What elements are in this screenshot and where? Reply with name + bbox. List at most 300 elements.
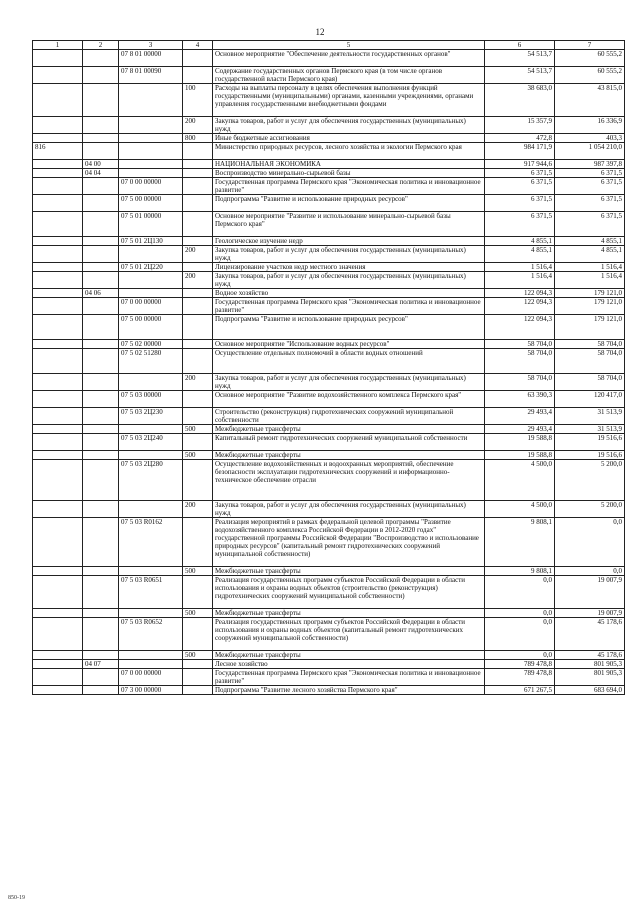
row-code-cell: 07 5 00 00000 xyxy=(119,315,183,340)
row-name-cell: Строительство (реконструкция) гидротехнических сооружений муниципальной собственности xyxy=(213,408,485,425)
row-amount-cell: 1 516,4 xyxy=(555,263,625,272)
table-row xyxy=(33,408,625,425)
row-amount-cell: 31 513,9 xyxy=(555,425,625,434)
row-code-cell xyxy=(119,143,183,160)
row-code-cell xyxy=(183,315,213,340)
row-code-cell: 200 xyxy=(183,374,213,391)
row-code-cell xyxy=(83,237,119,246)
table-row xyxy=(33,425,625,434)
row-code-cell xyxy=(183,460,213,501)
row-amount-cell: 0,0 xyxy=(555,518,625,567)
row-code-cell xyxy=(83,195,119,212)
row-code-cell xyxy=(183,212,213,237)
row-code-cell xyxy=(183,518,213,567)
row-amount-cell: 472,8 xyxy=(485,134,555,143)
row-code-cell xyxy=(33,340,83,349)
row-name-cell: Основное мероприятие "Использование водных ресурсов" xyxy=(213,340,485,349)
row-amount-cell: 58 704,0 xyxy=(485,374,555,391)
row-name-cell: Реализация мероприятий в рамках федеральной целевой программы "Развитие водохозяйственного комплекса Российской Федерации в 2012-2020 годах" государственной программы Российской Федерации "Воспроизводство и использование природных ресурсов" (капитальный ремонт гидротехнических сооружений муниципальной собственности) xyxy=(213,518,485,567)
row-code-cell xyxy=(119,117,183,134)
row-code-cell: 07 5 01 2Ц220 xyxy=(119,263,183,272)
row-name-cell: Закупка товаров, работ и услуг для обеспечения государственных (муниципальных) нужд xyxy=(213,272,485,289)
row-code-cell xyxy=(183,408,213,425)
row-code-cell xyxy=(33,289,83,298)
row-code-cell xyxy=(83,408,119,425)
table-row xyxy=(33,263,625,272)
row-code-cell: 04 07 xyxy=(83,660,119,669)
row-code-cell xyxy=(83,298,119,315)
row-code-cell: 816 xyxy=(33,143,83,160)
table-row xyxy=(33,518,625,567)
row-name-cell: Закупка товаров, работ и услуг для обеспечения государственных (муниципальных) нужд xyxy=(213,246,485,263)
row-amount-cell: 15 357,9 xyxy=(485,117,555,134)
row-name-cell: Иные бюджетные ассигнования xyxy=(213,134,485,143)
row-code-cell: 07 3 00 00000 xyxy=(119,686,183,695)
row-amount-cell: 1 054 210,0 xyxy=(555,143,625,160)
row-code-cell xyxy=(83,178,119,195)
table-row xyxy=(33,246,625,263)
row-amount-cell: 801 905,3 xyxy=(555,669,625,686)
column-header: 1 xyxy=(33,41,83,50)
row-amount-cell: 4 500,0 xyxy=(485,460,555,501)
row-code-cell xyxy=(83,567,119,576)
row-code-cell: 04 04 xyxy=(83,169,119,178)
table-row xyxy=(33,609,625,618)
row-amount-cell: 19 588,8 xyxy=(485,434,555,451)
row-amount-cell: 58 704,0 xyxy=(485,349,555,374)
row-code-cell xyxy=(83,117,119,134)
row-code-cell xyxy=(183,298,213,315)
row-name-cell: НАЦИОНАЛЬНАЯ ЭКОНОМИКА xyxy=(213,160,485,169)
row-amount-cell: 179 121,0 xyxy=(555,315,625,340)
row-amount-cell: 60 555,2 xyxy=(555,67,625,84)
table-row xyxy=(33,374,625,391)
row-code-cell xyxy=(183,195,213,212)
table-row xyxy=(33,67,625,84)
row-name-cell: Расходы на выплаты персоналу в целях обеспечения выполнения функций государственными (муниципальными) органами, казенными учреждениями, органами управления государственными внебюджетными фондами xyxy=(213,84,485,117)
row-code-cell xyxy=(183,349,213,374)
row-amount-cell: 38 683,0 xyxy=(485,84,555,117)
row-code-cell xyxy=(83,451,119,460)
row-amount-cell: 58 704,0 xyxy=(555,340,625,349)
row-code-cell xyxy=(83,609,119,618)
table-row xyxy=(33,84,625,117)
row-code-cell: 07 5 03 2Ц240 xyxy=(119,434,183,451)
row-code-cell xyxy=(119,134,183,143)
row-amount-cell: 122 094,3 xyxy=(485,289,555,298)
row-code-cell xyxy=(33,618,83,651)
row-code-cell xyxy=(119,609,183,618)
row-amount-cell: 6 371,5 xyxy=(485,178,555,195)
row-name-cell: Основное мероприятие "Развитие водохозяйственного комплекса Пермского края" xyxy=(213,391,485,408)
table-row xyxy=(33,460,625,501)
table-row xyxy=(33,289,625,298)
table-row xyxy=(33,451,625,460)
row-code-cell xyxy=(33,434,83,451)
row-code-cell xyxy=(33,178,83,195)
table-row xyxy=(33,117,625,134)
row-amount-cell: 1 516,4 xyxy=(485,263,555,272)
table-row xyxy=(33,315,625,340)
row-code-cell: 07 8 01 00000 xyxy=(119,50,183,67)
table-row xyxy=(33,340,625,349)
row-code-cell xyxy=(33,660,83,669)
row-amount-cell: 29 493,4 xyxy=(485,425,555,434)
row-code-cell xyxy=(33,117,83,134)
row-code-cell xyxy=(83,391,119,408)
row-name-cell: Межбюджетные трансферты xyxy=(213,425,485,434)
row-code-cell xyxy=(33,272,83,289)
row-code-cell: 07 5 03 00000 xyxy=(119,391,183,408)
row-code-cell xyxy=(83,686,119,695)
row-code-cell xyxy=(119,289,183,298)
row-code-cell: 07 5 02 00000 xyxy=(119,340,183,349)
row-code-cell xyxy=(83,340,119,349)
row-amount-cell: 63 390,3 xyxy=(485,391,555,408)
row-code-cell xyxy=(183,391,213,408)
table-row xyxy=(33,434,625,451)
row-amount-cell: 19 007,9 xyxy=(555,576,625,609)
table-row xyxy=(33,669,625,686)
row-code-cell xyxy=(33,651,83,660)
column-header: 4 xyxy=(183,41,213,50)
row-code-cell xyxy=(183,660,213,669)
row-code-cell: 04 00 xyxy=(83,160,119,169)
row-code-cell xyxy=(119,651,183,660)
row-name-cell: Основное мероприятие "Обеспечение деятельности государственных органов" xyxy=(213,50,485,67)
row-amount-cell: 0,0 xyxy=(485,618,555,651)
row-amount-cell: 54 513,7 xyxy=(485,67,555,84)
table-row xyxy=(33,134,625,143)
row-code-cell xyxy=(33,686,83,695)
row-amount-cell: 5 200,0 xyxy=(555,501,625,518)
row-code-cell xyxy=(83,576,119,609)
row-code-cell xyxy=(183,143,213,160)
row-name-cell: Осуществление отдельных полномочий в области водных отношений xyxy=(213,349,485,374)
row-code-cell xyxy=(33,195,83,212)
row-code-cell xyxy=(83,143,119,160)
row-name-cell: Капитальный ремонт гидротехнических сооружений муниципальной собственности xyxy=(213,434,485,451)
row-amount-cell: 19 007,9 xyxy=(555,609,625,618)
row-code-cell xyxy=(183,237,213,246)
table-row xyxy=(33,298,625,315)
page-number: 12 xyxy=(315,27,325,37)
row-amount-cell: 1 516,4 xyxy=(555,272,625,289)
row-code-cell xyxy=(119,272,183,289)
row-code-cell: 200 xyxy=(183,501,213,518)
row-code-cell xyxy=(33,501,83,518)
row-code-cell xyxy=(183,434,213,451)
row-code-cell: 500 xyxy=(183,651,213,660)
table-row xyxy=(33,169,625,178)
row-amount-cell: 122 094,3 xyxy=(485,298,555,315)
row-code-cell xyxy=(119,160,183,169)
row-code-cell xyxy=(183,340,213,349)
row-amount-cell: 984 171,9 xyxy=(485,143,555,160)
row-code-cell: 500 xyxy=(183,567,213,576)
row-amount-cell: 179 121,0 xyxy=(555,298,625,315)
row-amount-cell: 4 855,1 xyxy=(485,246,555,263)
row-code-cell xyxy=(183,686,213,695)
table-row xyxy=(33,178,625,195)
table-row xyxy=(33,237,625,246)
table-row xyxy=(33,195,625,212)
row-name-cell: Государственная программа Пермского края "Экономическая политика и инновационное развитие" xyxy=(213,669,485,686)
row-code-cell xyxy=(83,518,119,567)
row-amount-cell: 6 371,5 xyxy=(555,195,625,212)
row-code-cell: 100 xyxy=(183,84,213,117)
table-row xyxy=(33,576,625,609)
row-code-cell xyxy=(33,315,83,340)
row-code-cell xyxy=(83,425,119,434)
row-amount-cell: 60 555,2 xyxy=(555,50,625,67)
row-amount-cell: 671 267,5 xyxy=(485,686,555,695)
row-name-cell: Закупка товаров, работ и услуг для обеспечения государственных (муниципальных) нужд xyxy=(213,374,485,391)
row-code-cell xyxy=(83,212,119,237)
row-code-cell xyxy=(83,349,119,374)
table-row xyxy=(33,567,625,576)
row-amount-cell: 5 200,0 xyxy=(555,460,625,501)
row-code-cell: 500 xyxy=(183,451,213,460)
row-amount-cell: 9 808,1 xyxy=(485,518,555,567)
row-amount-cell: 19 588,8 xyxy=(485,451,555,460)
row-code-cell xyxy=(33,169,83,178)
row-amount-cell: 4 855,1 xyxy=(555,237,625,246)
row-code-cell xyxy=(83,374,119,391)
row-amount-cell: 1 516,4 xyxy=(485,272,555,289)
table-row xyxy=(33,618,625,651)
row-amount-cell: 58 704,0 xyxy=(555,349,625,374)
row-amount-cell: 6 371,5 xyxy=(555,178,625,195)
row-amount-cell: 987 397,8 xyxy=(555,160,625,169)
row-code-cell: 07 8 01 00090 xyxy=(119,67,183,84)
row-code-cell xyxy=(83,272,119,289)
row-amount-cell: 31 513,9 xyxy=(555,408,625,425)
row-code-cell xyxy=(83,315,119,340)
column-header: 5 xyxy=(213,41,485,50)
row-code-cell: 200 xyxy=(183,272,213,289)
row-code-cell xyxy=(33,50,83,67)
row-name-cell: Межбюджетные трансферты xyxy=(213,567,485,576)
row-code-cell xyxy=(83,50,119,67)
row-amount-cell: 0,0 xyxy=(485,651,555,660)
row-code-cell: 07 5 01 2Ц130 xyxy=(119,237,183,246)
row-name-cell: Межбюджетные трансферты xyxy=(213,609,485,618)
row-code-cell xyxy=(183,289,213,298)
row-amount-cell: 19 516,6 xyxy=(555,451,625,460)
row-code-cell: 07 5 03 2Ц230 xyxy=(119,408,183,425)
row-code-cell xyxy=(183,169,213,178)
row-amount-cell: 6 371,5 xyxy=(555,169,625,178)
row-code-cell xyxy=(183,263,213,272)
row-code-cell xyxy=(83,501,119,518)
budget-table-container xyxy=(32,40,624,695)
row-code-cell xyxy=(83,84,119,117)
row-amount-cell: 120 417,0 xyxy=(555,391,625,408)
row-name-cell: Подпрограмма "Развитие лесного хозяйства Пермского края" xyxy=(213,686,485,695)
row-code-cell xyxy=(183,160,213,169)
table-row xyxy=(33,160,625,169)
row-code-cell xyxy=(83,263,119,272)
row-code-cell xyxy=(119,567,183,576)
row-amount-cell: 0,0 xyxy=(555,567,625,576)
row-code-cell: 200 xyxy=(183,246,213,263)
row-code-cell xyxy=(183,67,213,84)
column-header: 2 xyxy=(83,41,119,50)
row-code-cell xyxy=(33,84,83,117)
row-code-cell: 07 5 00 00000 xyxy=(119,195,183,212)
row-name-cell: Лицензирование участков недр местного значения xyxy=(213,263,485,272)
row-amount-cell: 789 478,8 xyxy=(485,660,555,669)
row-amount-cell: 19 516,6 xyxy=(555,434,625,451)
row-name-cell: Межбюджетные трансферты xyxy=(213,451,485,460)
row-amount-cell: 43 815,0 xyxy=(555,84,625,117)
row-code-cell xyxy=(83,618,119,651)
row-code-cell xyxy=(119,84,183,117)
table-header-row xyxy=(33,41,625,50)
row-code-cell: 800 xyxy=(183,134,213,143)
row-code-cell xyxy=(119,169,183,178)
row-amount-cell: 179 121,0 xyxy=(555,289,625,298)
row-code-cell: 07 5 01 00000 xyxy=(119,212,183,237)
row-code-cell xyxy=(33,669,83,686)
row-name-cell: Осуществление водохозяйственных и водоохранных мероприятий, обеспечение безопасности эксплуатации гидротехнических сооружений и информационно-техническое обеспечение отрасли xyxy=(213,460,485,501)
table-row xyxy=(33,391,625,408)
row-name-cell: Закупка товаров, работ и услуг для обеспечения государственных (муниципальных) нужд xyxy=(213,117,485,134)
row-amount-cell: 0,0 xyxy=(485,576,555,609)
row-amount-cell: 9 808,1 xyxy=(485,567,555,576)
footer-code: 850-19 xyxy=(8,895,25,901)
table-row xyxy=(33,50,625,67)
row-amount-cell: 122 094,3 xyxy=(485,315,555,340)
row-amount-cell: 54 513,7 xyxy=(485,50,555,67)
table-row xyxy=(33,686,625,695)
row-code-cell: 07 5 03 R0651 xyxy=(119,576,183,609)
table-row xyxy=(33,651,625,660)
table-row xyxy=(33,272,625,289)
row-name-cell: Реализация государственных программ субъектов Российской Федерации в области использования и охраны водных объектов (капитальный ремонт гидротехнических сооружений муниципальной собственности) xyxy=(213,618,485,651)
row-name-cell: Государственная программа Пермского края "Экономическая политика и инновационное развитие" xyxy=(213,298,485,315)
row-amount-cell: 6 371,5 xyxy=(485,212,555,237)
row-code-cell: 04 06 xyxy=(83,289,119,298)
row-code-cell xyxy=(183,618,213,651)
row-name-cell: Водное хозяйство xyxy=(213,289,485,298)
table-row xyxy=(33,212,625,237)
row-code-cell xyxy=(33,567,83,576)
row-code-cell xyxy=(183,576,213,609)
row-amount-cell: 29 493,4 xyxy=(485,408,555,425)
row-amount-cell: 16 336,9 xyxy=(555,117,625,134)
row-code-cell xyxy=(33,349,83,374)
row-amount-cell: 0,0 xyxy=(485,609,555,618)
row-code-cell: 07 0 00 00000 xyxy=(119,178,183,195)
row-code-cell xyxy=(119,425,183,434)
row-code-cell xyxy=(33,408,83,425)
row-code-cell xyxy=(83,651,119,660)
row-amount-cell: 6 371,5 xyxy=(555,212,625,237)
column-header: 7 xyxy=(555,41,625,50)
row-amount-cell: 6 371,5 xyxy=(485,169,555,178)
row-code-cell xyxy=(33,298,83,315)
row-name-cell: Подпрограмма "Развитие и использование природных ресурсов" xyxy=(213,315,485,340)
row-amount-cell: 58 704,0 xyxy=(555,374,625,391)
row-amount-cell: 917 944,6 xyxy=(485,160,555,169)
row-amount-cell: 403,3 xyxy=(555,134,625,143)
row-name-cell: Воспроизводство минерально-сырьевой базы xyxy=(213,169,485,178)
row-code-cell xyxy=(183,50,213,67)
row-amount-cell: 45 178,6 xyxy=(555,651,625,660)
column-header: 6 xyxy=(485,41,555,50)
row-code-cell xyxy=(33,263,83,272)
table-row xyxy=(33,501,625,518)
row-code-cell xyxy=(33,460,83,501)
row-code-cell xyxy=(33,518,83,567)
row-code-cell xyxy=(33,134,83,143)
row-code-cell xyxy=(33,374,83,391)
row-code-cell xyxy=(119,660,183,669)
row-code-cell xyxy=(83,134,119,143)
row-code-cell xyxy=(33,237,83,246)
table-row xyxy=(33,349,625,374)
row-code-cell xyxy=(33,67,83,84)
row-name-cell: Геологическое изучение недр xyxy=(213,237,485,246)
row-amount-cell: 58 704,0 xyxy=(485,340,555,349)
row-code-cell: 500 xyxy=(183,609,213,618)
row-name-cell: Закупка товаров, работ и услуг для обеспечения государственных (муниципальных) нужд xyxy=(213,501,485,518)
row-amount-cell: 6 371,5 xyxy=(485,195,555,212)
row-name-cell: Реализация государственных программ субъектов Российской Федерации в области использования и охраны водных объектов (строительство (реконструкция) гидротехнических сооружений муниципальной собственности) xyxy=(213,576,485,609)
row-code-cell xyxy=(33,160,83,169)
row-amount-cell: 801 905,3 xyxy=(555,660,625,669)
row-name-cell: Основное мероприятие "Развитие и использование минерально-сырьевой базы Пермского края" xyxy=(213,212,485,237)
row-name-cell: Содержание государственных органов Пермского края (в том числе органов государственной власти Пермского края) xyxy=(213,67,485,84)
row-name-cell: Министерство природных ресурсов, лесного хозяйства и экологии Пермского края xyxy=(213,143,485,160)
row-code-cell xyxy=(83,246,119,263)
row-amount-cell: 683 694,0 xyxy=(555,686,625,695)
row-code-cell xyxy=(119,246,183,263)
table-row xyxy=(33,660,625,669)
row-code-cell: 07 5 03 R0652 xyxy=(119,618,183,651)
row-code-cell xyxy=(119,451,183,460)
column-header: 3 xyxy=(119,41,183,50)
row-name-cell: Межбюджетные трансферты xyxy=(213,651,485,660)
row-code-cell xyxy=(33,425,83,434)
row-code-cell xyxy=(33,246,83,263)
row-amount-cell: 45 178,6 xyxy=(555,618,625,651)
row-code-cell xyxy=(83,434,119,451)
row-code-cell: 07 0 00 00000 xyxy=(119,298,183,315)
table-row xyxy=(33,143,625,160)
row-code-cell xyxy=(119,501,183,518)
row-amount-cell: 4 855,1 xyxy=(485,237,555,246)
row-code-cell: 07 5 03 2Ц280 xyxy=(119,460,183,501)
row-code-cell: 07 0 00 00000 xyxy=(119,669,183,686)
row-code-cell xyxy=(83,460,119,501)
row-code-cell xyxy=(33,391,83,408)
row-code-cell xyxy=(83,669,119,686)
row-name-cell: Подпрограмма "Развитие и использование природных ресурсов" xyxy=(213,195,485,212)
row-code-cell xyxy=(183,178,213,195)
row-code-cell xyxy=(33,576,83,609)
row-amount-cell: 789 478,8 xyxy=(485,669,555,686)
row-code-cell xyxy=(183,669,213,686)
row-code-cell xyxy=(33,212,83,237)
row-name-cell: Лесное хозяйство xyxy=(213,660,485,669)
row-code-cell: 500 xyxy=(183,425,213,434)
row-amount-cell: 4 500,0 xyxy=(485,501,555,518)
row-code-cell xyxy=(83,67,119,84)
budget-table xyxy=(32,40,625,695)
